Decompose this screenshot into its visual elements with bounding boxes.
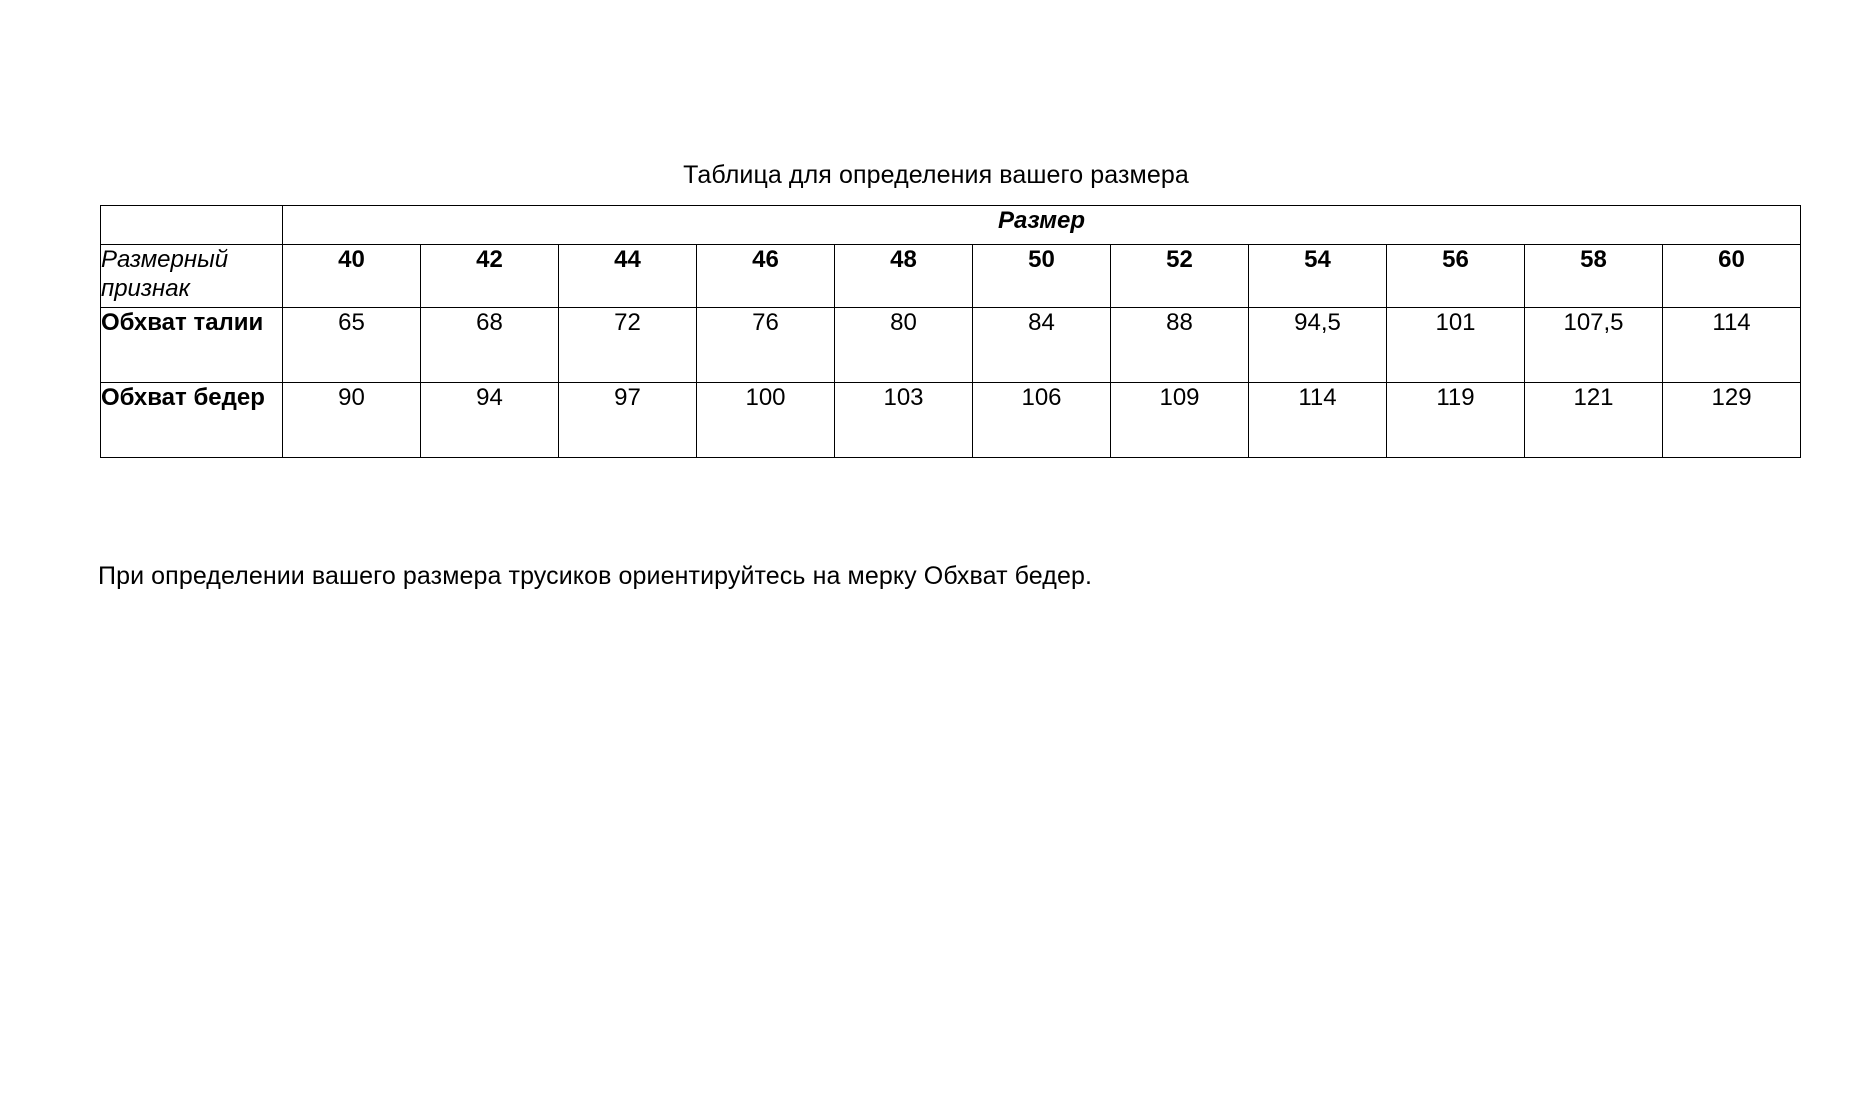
table-cell: 109 xyxy=(1111,383,1249,458)
table-cell: 100 xyxy=(697,383,835,458)
size-header-cell: 56 xyxy=(1387,245,1525,308)
table-row-waist xyxy=(101,308,1801,383)
size-header-cell: 40 xyxy=(283,245,421,308)
size-header-cell: 50 xyxy=(973,245,1111,308)
corner-label-razmerny-priznak: Размерный признак xyxy=(101,245,283,308)
row-label-waist: Обхват талии xyxy=(101,308,283,383)
size-header-cell: 44 xyxy=(559,245,697,308)
table-row-sizes xyxy=(101,245,1801,308)
page-title: Таблица для определения вашего размера xyxy=(683,161,1189,189)
table-cell: 106 xyxy=(973,383,1111,458)
table-cell: 65 xyxy=(283,308,421,383)
size-header-cell: 54 xyxy=(1249,245,1387,308)
table-row-group-header xyxy=(101,206,1801,245)
table-cell: 129 xyxy=(1663,383,1801,458)
table-cell: 68 xyxy=(421,308,559,383)
size-chart-table xyxy=(100,205,1801,458)
table-cell: 121 xyxy=(1525,383,1663,458)
instruction-note: При определении вашего размера трусиков ориентируйтесь на мерку Обхват бедер. xyxy=(98,562,1093,590)
size-header-cell: 60 xyxy=(1663,245,1801,308)
table-cell: 97 xyxy=(559,383,697,458)
row-label-hips: Обхват бедер xyxy=(101,383,283,458)
table-cell: 76 xyxy=(697,308,835,383)
table-row-hips xyxy=(101,383,1801,458)
table-cell: 114 xyxy=(1663,308,1801,383)
group-header-razmer: Размер xyxy=(283,206,1801,245)
size-header-cell: 42 xyxy=(421,245,559,308)
corner-cell-empty xyxy=(101,206,283,245)
table-cell: 84 xyxy=(973,308,1111,383)
table-cell: 103 xyxy=(835,383,973,458)
table-cell: 94 xyxy=(421,383,559,458)
table-cell: 114 xyxy=(1249,383,1387,458)
table-cell: 90 xyxy=(283,383,421,458)
table-cell: 101 xyxy=(1387,308,1525,383)
table-cell: 94,5 xyxy=(1249,308,1387,383)
table-cell: 119 xyxy=(1387,383,1525,458)
size-header-cell: 48 xyxy=(835,245,973,308)
table-cell: 88 xyxy=(1111,308,1249,383)
size-header-cell: 46 xyxy=(697,245,835,308)
size-header-cell: 52 xyxy=(1111,245,1249,308)
table-cell: 107,5 xyxy=(1525,308,1663,383)
size-header-cell: 58 xyxy=(1525,245,1663,308)
table-cell: 72 xyxy=(559,308,697,383)
table-cell: 80 xyxy=(835,308,973,383)
